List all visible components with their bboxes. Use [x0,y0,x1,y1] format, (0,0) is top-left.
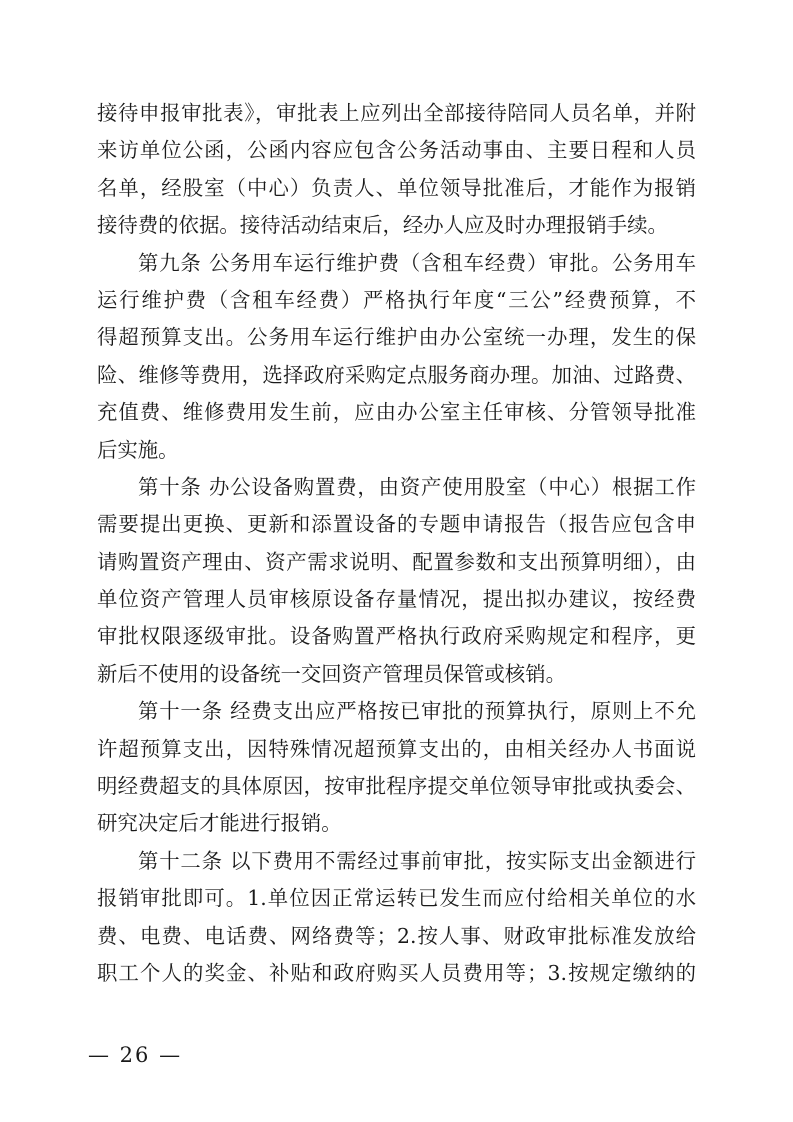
document-body [97,95,696,992]
text-line: 研究决定后才能进行报销。 [97,811,342,836]
text-line: 后实施。 [97,437,179,462]
text-line: 充值费、维修费用发生前，应由办公室主任审核、分管领导批准 [97,400,696,425]
text-line: 名单，经股室（中心）负责人、单位领导批准后，才能作为报销 [97,175,696,200]
text-line: 接待费的依据。接待活动结束后，经办人应及时办理报销手续。 [97,213,668,238]
text-line: 请购置资产理由、资产需求说明、配置参数和支出预算明细），由 [97,549,696,574]
text-line: 接待申报审批表》，审批表上应列出全部接待陪同人员名单，并附 [97,101,696,125]
text-line: 新后不使用的设备统一交回资产管理员保管或核销。 [97,661,566,686]
text-line: 得超预算支出。公务用车运行维护由办公室统一办理，发生的保 [97,325,696,350]
text-line: 来访单位公函，公函内容应包含公务活动事由、主要日程和人员 [97,138,696,163]
text-line: 费、电费、电话费、网络费等；2.按人事、财政审批标准发放给 [97,923,696,948]
text-line: 第十一条 经费支出应严格按已审批的预算执行，原则上不允 [138,699,696,724]
text-line: 许超预算支出，因特殊情况超预算支出的，由相关经办人书面说 [97,736,696,761]
text-line: 第九条 公务用车运行维护费（含租车经费）审批。公务用车 [138,250,696,275]
text-line: 第十二条 以下费用不需经过事前审批，按实际支出金额进行 [138,848,696,873]
page-number: — 26 — [88,1043,183,1067]
text-line: 需要提出更换、更新和添置设备的专题申请报告（报告应包含申 [97,512,696,537]
text-line: 险、维修等费用，选择政府采购定点服务商办理。加油、过路费、 [97,362,696,387]
text-line: 运行维护费（含租车经费）严格执行年度“三公”经费预算，不 [97,287,696,312]
text-line: 审批权限逐级审批。设备购置严格执行政府采购规定和程序，更 [97,624,696,649]
text-line: 第十条 办公设备购置费，由资产使用股室（中心）根据工作 [138,474,696,499]
text-line: 单位资产管理人员审核原设备存量情况，提出拟办建议，按经费 [97,587,696,612]
text-line: 明经费超支的具体原因，按审批程序提交单位领导审批或执委会、 [97,774,696,799]
text-line: 职工个人的奖金、补贴和政府购买人员费用等；3.按规定缴纳的 [97,960,696,985]
text-line: 报销审批即可。1.单位因正常运转已发生而应付给相关单位的水 [97,886,696,911]
